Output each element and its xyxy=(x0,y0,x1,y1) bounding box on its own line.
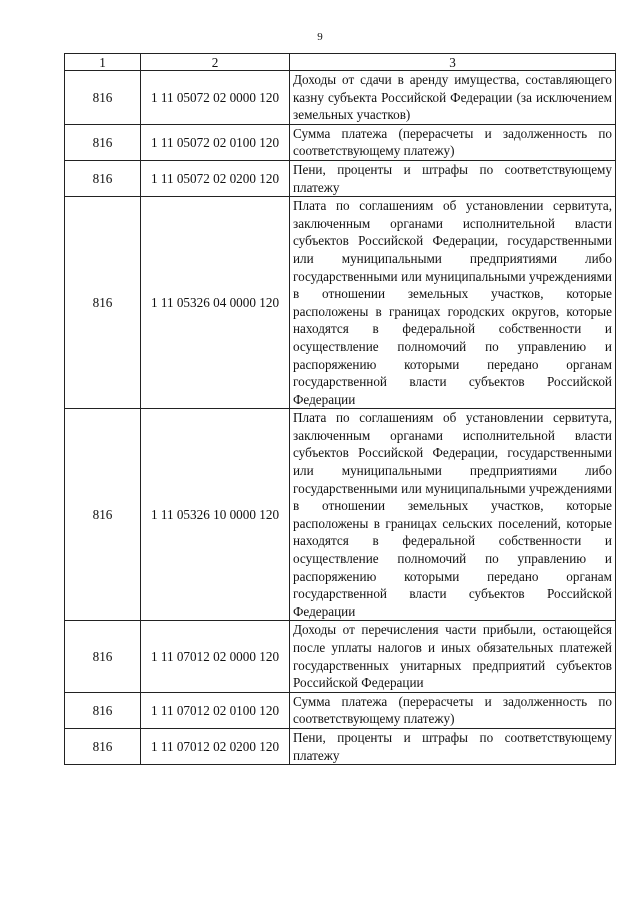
column-header: 1 xyxy=(65,54,141,71)
kbk-code-cell: 1 11 05326 10 0000 120 xyxy=(141,409,290,621)
admin-code-cell: 816 xyxy=(65,728,141,764)
admin-code-cell: 816 xyxy=(65,124,141,160)
table-row xyxy=(65,692,616,728)
page-number: 9 xyxy=(317,31,323,43)
kbk-code-cell: 1 11 07012 02 0000 120 xyxy=(141,621,290,692)
table-header-row xyxy=(65,54,616,71)
admin-code-cell: 816 xyxy=(65,197,141,409)
description-cell: Сумма платежа (перерасчеты и задолженность по соответствующему платежу) xyxy=(290,124,616,160)
kbk-code-cell: 1 11 05072 02 0200 120 xyxy=(141,160,290,196)
kbk-code-cell: 1 11 05326 04 0000 120 xyxy=(141,197,290,409)
table-row xyxy=(65,409,616,621)
kbk-code-cell: 1 11 05072 02 0100 120 xyxy=(141,124,290,160)
kbk-code-cell: 1 11 05072 02 0000 120 xyxy=(141,71,290,125)
column-header: 2 xyxy=(141,54,290,71)
table-row xyxy=(65,71,616,125)
table-row xyxy=(65,621,616,692)
revenue-codes-table xyxy=(64,53,616,765)
description-cell: Сумма платежа (перерасчеты и задолженность по соответствующему платежу) xyxy=(290,692,616,728)
kbk-code-cell: 1 11 07012 02 0100 120 xyxy=(141,692,290,728)
admin-code-cell: 816 xyxy=(65,160,141,196)
description-cell: Пени, проценты и штрафы по соответствующему платежу xyxy=(290,160,616,196)
column-header: 3 xyxy=(290,54,616,71)
table-row xyxy=(65,124,616,160)
admin-code-cell: 816 xyxy=(65,621,141,692)
table-row xyxy=(65,728,616,764)
admin-code-cell: 816 xyxy=(65,71,141,125)
admin-code-cell: 816 xyxy=(65,692,141,728)
description-cell: Пени, проценты и штрафы по соответствующему платежу xyxy=(290,728,616,764)
table-row xyxy=(65,160,616,196)
description-cell: Доходы от перечисления части прибыли, остающейся после уплаты налогов и иных обязательных платежей государственных унитарных предприятий субъектов Российской Федерации xyxy=(290,621,616,692)
table-row xyxy=(65,197,616,409)
description-cell: Доходы от сдачи в аренду имущества, составляющего казну субъекта Российской Федерации (за исключением земельных участков) xyxy=(290,71,616,125)
admin-code-cell: 816 xyxy=(65,409,141,621)
description-cell: Плата по соглашениям об установлении сервитута, заключенным органами исполнительной власти субъектов Российской Федерации, государственными или муниципальными предприятиями либо государственными или муниципальными учреждениями в отношении земельных участков, которые расположены в границах городских округов, которые находятся в федеральной собственности и осуществление полномочий по управлению и распоряжению которыми передано органам государственной власти субъектов Российской Федерации xyxy=(290,197,616,409)
description-cell: Плата по соглашениям об установлении сервитута, заключенным органами исполнительной власти субъектов Российской Федерации, государственными или муниципальными предприятиями либо государственными или муниципальными учреждениями в отношении земельных участков, которые расположены в границах сельских поселений, которые находятся в федеральной собственности и осуществление полномочий по управлению и распоряжению которыми передано органам государственной власти субъектов Российской Федерации xyxy=(290,409,616,621)
kbk-code-cell: 1 11 07012 02 0200 120 xyxy=(141,728,290,764)
